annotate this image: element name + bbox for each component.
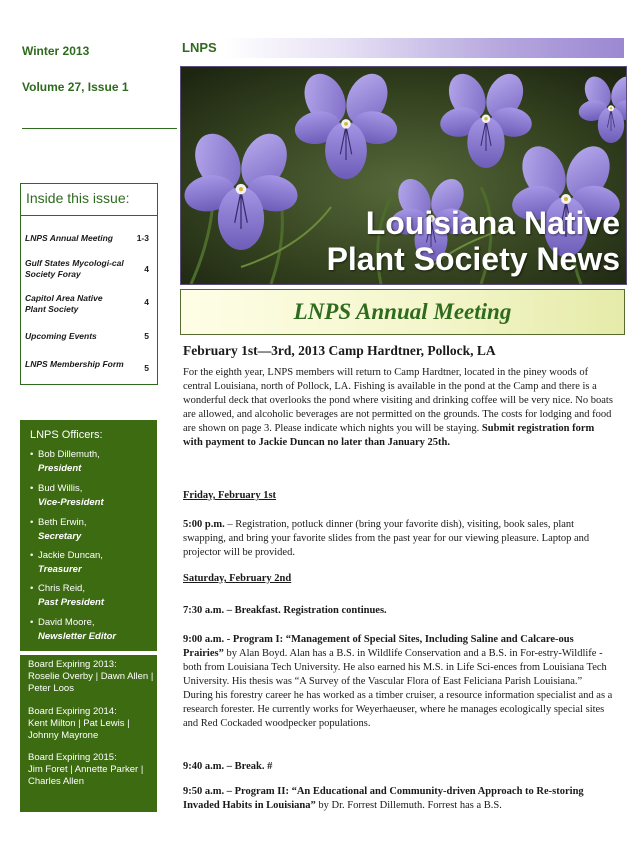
- newsletter-title-line1: Louisiana Native: [365, 205, 620, 241]
- board-group: [28, 752, 156, 788]
- officers-title: LNPS Officers:: [30, 429, 103, 441]
- masthead-label: LNPS: [182, 40, 217, 55]
- program-1: [183, 633, 613, 731]
- bullet-icon: •: [30, 550, 34, 561]
- officer-entry: [30, 516, 155, 544]
- officer-entry: [30, 448, 155, 476]
- program-2-title: 9:50 a.m. – Program II: “An Educational and Community-driven Approach to Re-storing Invaded Habits in Louisiana”: [183, 786, 584, 811]
- bullet-icon: •: [30, 517, 34, 528]
- toc-item[interactable]: [25, 293, 153, 315]
- masthead-photo: [180, 66, 627, 285]
- table-of-contents: [20, 183, 158, 385]
- board-group-title: Board Expiring 2013:: [28, 659, 117, 670]
- officer-name: David Moore,: [38, 617, 95, 628]
- toc-item-page: 4: [144, 297, 149, 307]
- officers-panel: [20, 420, 157, 651]
- program-1-text: by Alan Boyd. Alan has a B.S. in Wildlife Conservation and a B.S. in For-estry-Wildlife - both from Louisiana Tech University. He also earned his M.S. in Life Sci-ences from Louisiana Tech University. His thesis was “A Survey of the Vascular Flora of East Feliciana Parish Louisiana.” During his forestry career he has worked as a timber cruiser, a resource information specialist and as a research forester. He currently works for Weyerhaeuser, where he manages ecologically special sites and Red Cockaded woodpecker populations.: [183, 648, 613, 729]
- issue-volume: Volume 27, Issue 1: [22, 80, 129, 94]
- officer-role: Past President: [38, 597, 104, 608]
- bullet-icon: •: [30, 583, 34, 594]
- toc-item-label: Gulf States Mycologi-cal Society Foray: [25, 258, 124, 279]
- toc-item-label: Upcoming Events: [25, 331, 97, 341]
- officer-entry: [30, 582, 155, 610]
- officer-name: Jackie Duncan,: [38, 550, 103, 561]
- divider: [22, 128, 177, 129]
- friday-heading: Friday, February 1st: [183, 490, 277, 501]
- intro-callout: Submit registration form with payment to Jackie Duncan no later than January 25th.: [183, 423, 595, 448]
- board-group-title: Board Expiring 2015:: [28, 752, 117, 763]
- bullet-icon: •: [30, 449, 34, 460]
- officer-role: Vice-President: [38, 497, 104, 508]
- toc-item-label: LNPS Membership Form: [25, 359, 124, 369]
- intro-text: For the eighth year, LNPS members will return to Camp Hardtner, located in the piney woods of central Louisiana, north of Pollock, LA. Fishing is available in the pond at the Camp and there is a wonderful deck that overlooks the pond where visiting and drinking coffee will be very nice. No boats are allowed, and alcoholic beverages are not permitted on the grounds. The costs for lodging and food are shown on page 3. Please indicate which nights you will be staying.: [183, 367, 613, 434]
- board-group-members: Roselie Overby | Dawn Allen | Peter Loos: [28, 671, 154, 694]
- toc-item[interactable]: [25, 258, 153, 280]
- officer-role: Treasurer: [38, 564, 82, 575]
- toc-item-page: 5: [144, 363, 149, 373]
- friday-text: – Registration, potluck dinner (bring your favorite dish), visiting, book sales, plant swapping, and bring your favorite slides from the past year for our viewing pleasure. Laptop and projector will be provided.: [183, 519, 590, 558]
- officer-entry: [30, 616, 155, 644]
- saturday-heading: Saturday, February 2nd: [183, 573, 292, 584]
- board-panel: [20, 655, 157, 812]
- officer-entry: [30, 482, 155, 510]
- officer-name: Beth Erwin,: [38, 517, 87, 528]
- board-group-members: Jim Foret | Annette Parker | Charles Allen: [28, 764, 144, 787]
- program-2-text: by Dr. Forrest Dillemuth. Forrest has a B.S.: [315, 800, 502, 811]
- break-item: 9:40 a.m. – Break. #: [183, 761, 273, 772]
- officer-role: President: [38, 463, 82, 474]
- toc-item-page: 1-3: [136, 233, 149, 243]
- officer-role: Newsletter Editor: [38, 631, 117, 642]
- toc-item-page: 5: [144, 331, 149, 341]
- program-2: [183, 785, 613, 813]
- toc-item[interactable]: [25, 331, 153, 342]
- program-1-title: 9:00 a.m. - Program I: “Management of Special Sites, Including Saline and Calcare-ous Prairies”: [183, 634, 574, 659]
- newsletter-title-line2: Plant Society News: [326, 241, 620, 277]
- toc-item[interactable]: [25, 233, 153, 244]
- toc-item-page: 4: [144, 264, 149, 274]
- officer-name: Bud Willis,: [38, 483, 83, 494]
- officer-name: Chris Reid,: [38, 583, 85, 594]
- officer-entry: [30, 549, 155, 577]
- issue-date: Winter 2013: [22, 44, 90, 58]
- newsletter-title: [327, 205, 620, 277]
- board-group-title: Board Expiring 2014:: [28, 706, 117, 717]
- board-group: [28, 706, 156, 742]
- masthead-bar: [224, 38, 624, 58]
- article-subhead: February 1st—3rd, 2013 Camp Hardtner, Pollock, LA: [183, 343, 496, 358]
- article-intro: [183, 366, 613, 450]
- saturday-breakfast: 7:30 a.m. – Breakfast. Registration continues.: [183, 605, 387, 616]
- board-group-members: Kent Milton | Pat Lewis | Johnny Mayrone: [28, 718, 130, 741]
- officer-role: Secretary: [38, 531, 82, 542]
- friday-schedule: [183, 518, 613, 560]
- toc-item[interactable]: [25, 359, 153, 373]
- article-banner: LNPS Annual Meeting: [180, 289, 625, 335]
- bullet-icon: •: [30, 483, 34, 494]
- toc-item-label: Capitol Area Native Plant Society: [25, 293, 103, 314]
- officer-name: Bob Dillemuth,: [38, 449, 100, 460]
- board-group: [28, 659, 156, 695]
- bullet-icon: •: [30, 617, 34, 628]
- toc-title: Inside this issue:: [21, 184, 157, 216]
- toc-item-label: LNPS Annual Meeting: [25, 233, 113, 243]
- friday-time: 5:00 p.m.: [183, 519, 225, 530]
